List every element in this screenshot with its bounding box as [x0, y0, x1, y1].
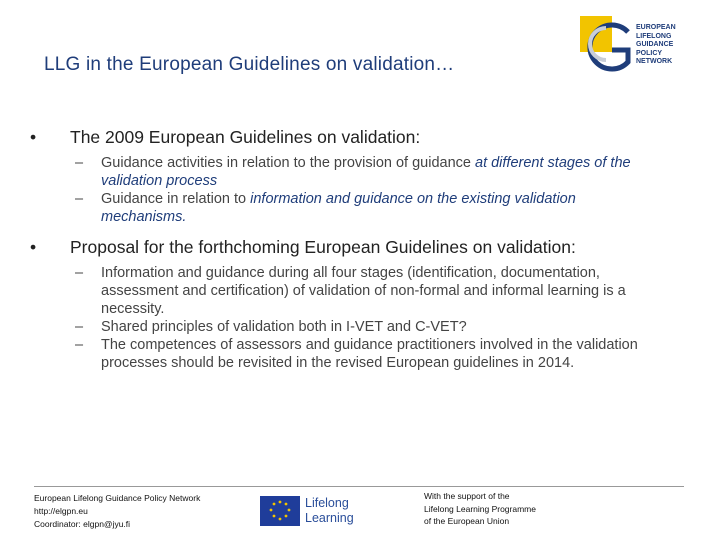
- lifelong-learning-logo-text: Lifelong Learning: [305, 496, 354, 525]
- bullet-item: • The 2009 European Guidelines on validation:: [30, 127, 421, 147]
- elgpn-logo-text: EUROPEAN LIFELONG GUIDANCE POLICY NETWORK: [636, 24, 676, 65]
- sub-bullet-item: – Guidance activities in relation to the provision of guidance at different stages of the validation process: [75, 155, 631, 189]
- sub-bullet-item: – Shared principles of validation both in I-VET and C-VET?: [75, 319, 467, 335]
- slide-body: [30, 126, 690, 372]
- lifelong-learning-logo: [260, 496, 360, 526]
- sub-bullet-item: – Guidance in relation to information and guidance on the existing validation mechanisms.: [75, 191, 576, 225]
- slide-title: LLG in the European Guidelines on validation…: [44, 54, 455, 75]
- footer-support-text: With the support of the Lifelong Learning Programme of the European Union: [424, 491, 536, 526]
- bullet-dot: •: [30, 237, 37, 257]
- bullet-group: [30, 126, 690, 226]
- footer-website-link[interactable]: http://elgpn.eu: [34, 506, 88, 516]
- footer-network-info: European Lifelong Guidance Policy Network http://elgpn.eu Coordinator: elgpn@jyu.fi: [34, 493, 201, 529]
- bullet-group: [30, 236, 690, 372]
- sub-bullet-item: – Information and guidance during all four stages (identification, documentation, assessment and certification) of validation of non-formal and informal learning is a necessity.: [75, 265, 626, 317]
- footer-divider: [34, 486, 684, 487]
- bullet-dot: •: [30, 127, 37, 147]
- bullet-item: • Proposal for the forthchoming European Guidelines on validation:: [30, 237, 576, 257]
- sub-bullet-item: – The competences of assessors and guidance practitioners involved in the validation processes should be revisited in the revised European guidelines in 2014.: [75, 337, 638, 371]
- footer-coordinator-email[interactable]: Coordinator: elgpn@jyu.fi: [34, 519, 131, 529]
- elgpn-logo: [578, 14, 698, 78]
